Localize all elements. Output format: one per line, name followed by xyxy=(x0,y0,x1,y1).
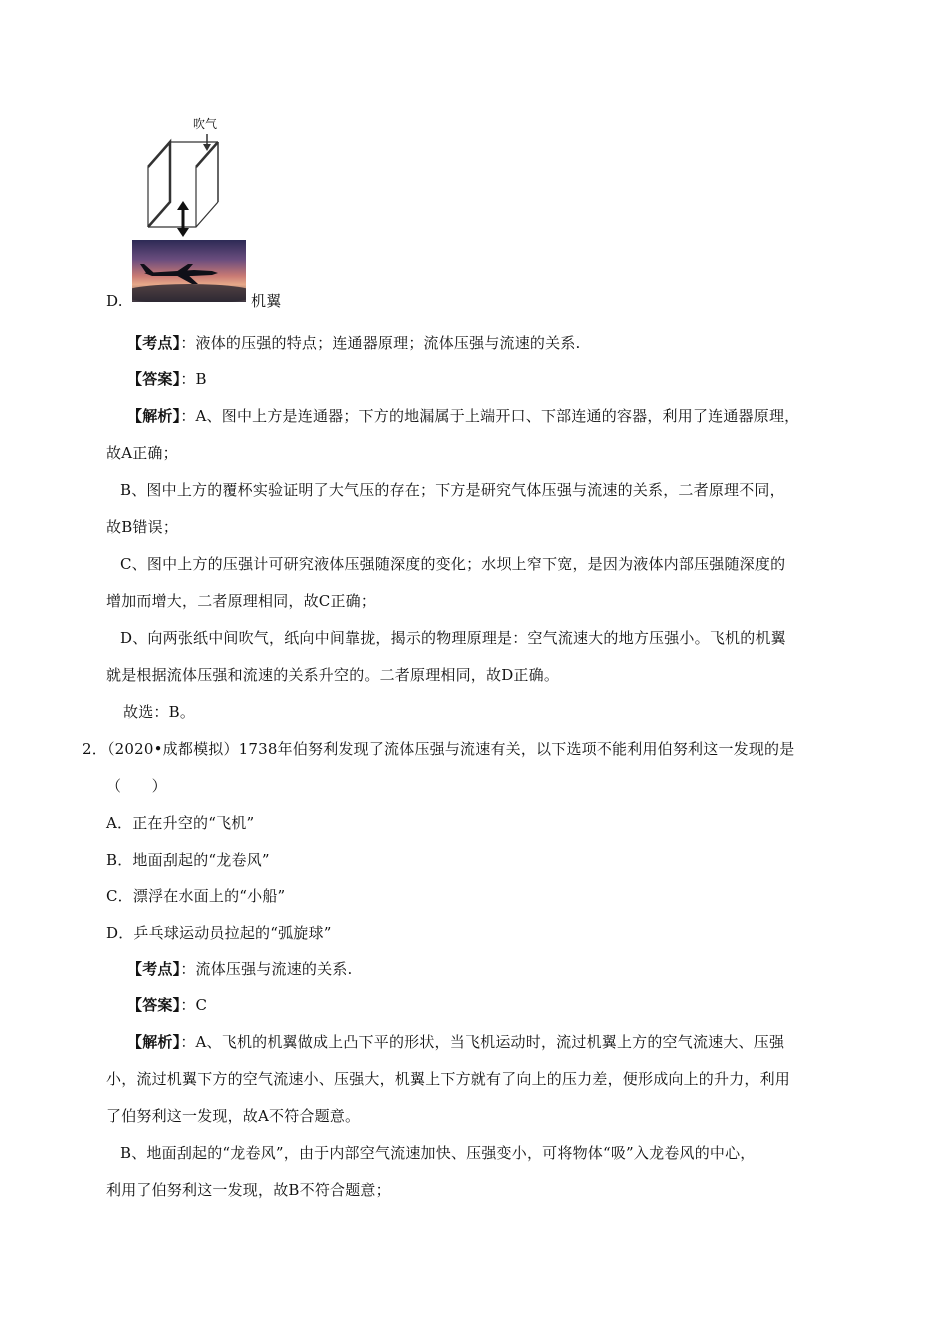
q1-b-line1: B、图中上方的覆杯实验证明了大气压的存在；下方是研究气体压强与流速的关系，二者原理不同， xyxy=(120,481,785,499)
airplane-silhouette xyxy=(132,240,246,302)
answer-label: 【答案】 xyxy=(127,370,181,388)
q2-option-b: B．地面刮起的“龙卷风” xyxy=(106,851,270,869)
q1-jiexi-line1 xyxy=(127,406,799,426)
kaodian-text: ：液体的压强的特点；连通器原理；流体压强与流速的关系. xyxy=(180,334,581,352)
answer-label: 【答案】 xyxy=(127,996,181,1014)
kaodian-label: 【考点】 xyxy=(127,960,181,978)
q2-jiexi-line1 xyxy=(127,1032,784,1052)
q1-choice: 故选：B。 xyxy=(123,703,196,721)
jiexi-a-line1: ：A、图中上方是连通器；下方的地漏属于上端开口、下部连通的容器，利用了连通器原理， xyxy=(180,407,800,425)
q1-c-line1: C、图中上方的压强计可研究液体压强随深度的变化；水坝上窄下宽，是因为液体内部压强随深度的 xyxy=(120,555,786,573)
q2-answer xyxy=(127,995,207,1015)
q1-kaodian xyxy=(127,333,580,353)
q2-option-c: C．漂浮在水面上的“小船” xyxy=(106,887,286,905)
jiexi-label: 【解析】 xyxy=(127,1033,181,1051)
q1-c-line2: 增加而增大，二者原理相同，故C正确； xyxy=(106,592,377,610)
option-d-label: D. xyxy=(106,292,123,310)
q1-a-line2: 故A正确； xyxy=(106,444,178,462)
q1-d-line1: D、向两张纸中间吹气，纸向中间靠拢，揭示的物理原理是：空气流速大的地方压强小。飞机的机翼 xyxy=(120,629,786,647)
left-paper-sheet xyxy=(148,142,170,227)
blow-label: 吹气 xyxy=(193,117,218,131)
q1-b-line2: 故B错误； xyxy=(106,518,179,536)
kaodian-label: 【考点】 xyxy=(127,334,181,352)
kaodian-text: ：流体压强与流速的关系. xyxy=(180,960,353,978)
q2-b-line1: B、地面刮起的“龙卷风”，由于内部空气流速加快、压强变小，可将物体“吸”入龙卷风的中心， xyxy=(120,1144,756,1162)
jiexi-label: 【解析】 xyxy=(127,407,181,425)
q2-kaodian xyxy=(127,959,352,979)
q1-d-line2: 就是根据流体压强和流速的关系升空的。二者原理相同，故D正确。 xyxy=(106,666,560,684)
q2-stem-line1: 2．（2020•成都模拟）1738年伯努利发现了流体压强与流速有关，以下选项不能利用伯努利这一发现的是 xyxy=(82,740,795,758)
q2-a-line2: 小，流过机翼下方的空气流速小、压强大，机翼上下方就有了向上的压力差，便形成向上的升力，利用 xyxy=(106,1070,791,1088)
q2-option-d: D．乒乓球运动员拉起的“弧旋球” xyxy=(106,924,332,942)
q1-answer xyxy=(127,369,207,389)
q2-option-a: A．正在升空的“飞机” xyxy=(106,814,255,832)
q2-a-line3: 了伯努利这一发现，故A不符合题意。 xyxy=(106,1107,361,1125)
jiexi-a-line1: ：A、飞机的机翼做成上凸下平的形状，当飞机运动时，流过机翼上方的空气流速大、压强 xyxy=(180,1033,785,1051)
airplane-photo xyxy=(132,240,246,302)
answer-text: ：C xyxy=(180,996,208,1014)
figure-caption: 机翼 xyxy=(251,292,282,310)
q2-b-line2: 利用了伯努利这一发现，故B不符合题意； xyxy=(106,1181,391,1199)
q2-stem-line2: （ ） xyxy=(106,777,167,795)
answer-text: ：B xyxy=(180,370,207,388)
double-arrow xyxy=(177,201,189,237)
